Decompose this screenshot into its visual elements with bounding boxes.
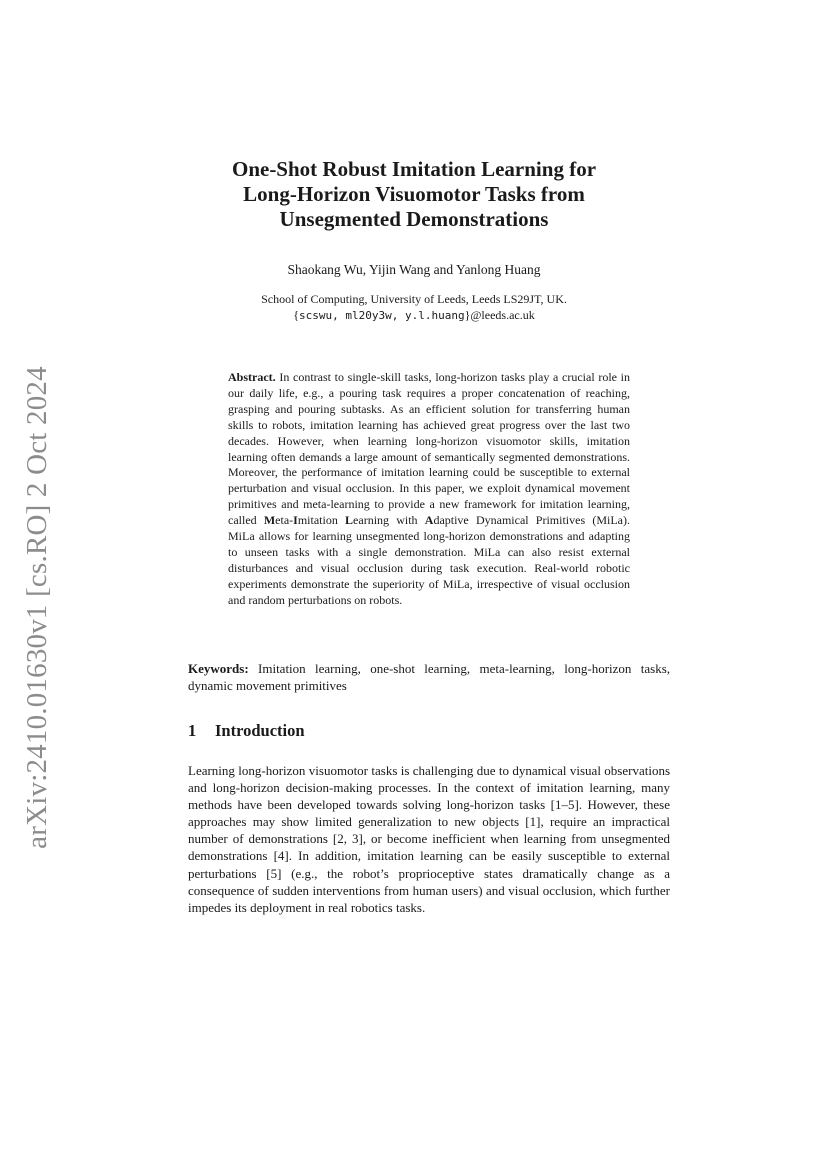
paper-title <box>150 157 678 232</box>
abstract-label: Abstract. <box>228 370 276 384</box>
title-line-3: Unsegmented Demonstrations <box>279 207 549 231</box>
arxiv-identifier-stamp <box>12 365 62 849</box>
abstract <box>228 370 630 609</box>
section-title: Introduction <box>215 721 305 740</box>
acronym-rest-earning: earning with <box>353 513 425 528</box>
acronym-rest-mitation: mitation <box>297 513 346 528</box>
author-list: Shaokang Wu, Yijin Wang and Yanlong Huang <box>287 262 541 277</box>
acronym-letter-l: L <box>345 513 354 528</box>
email-usernames: scswu, ml20y3w, y.l.huang <box>299 309 465 322</box>
keywords-text: Imitation learning, one-shot learning, meta-learning, long-horizon tasks, dynamic movement primitives <box>188 661 670 693</box>
title-line-1: One-Shot Robust Imitation Learning for <box>231 157 597 181</box>
email-line <box>150 307 678 324</box>
affiliation <box>150 291 678 324</box>
acronym-rest-daptive: daptive Dynamical Primitives (MiLa). <box>433 513 630 528</box>
arxiv-identifier-text: arXiv:2410.01630v1 [cs.RO] 2 Oct 2024 <box>20 365 53 849</box>
abstract-text-part1: In contrast to single-skill tasks, long-horizon tasks play a crucial role in our daily life, e.g., a pouring task requires a proper concatenation of reaching, grasping and pouring subtasks. As an efficient solution for transferring human skills to robots, imitation learning has achieved great progress over the last two decades. However, when learning long-horizon visuomotor skills, imitation learning often demands a large amount of semantically segmented demonstrations. Moreover, the performance of imitation learning could be susceptible to external perturbation and visual occlusion. In this paper, we exploit dynamical movement primitives and meta-learning to provide a new framework for imitation learning, called <box>228 370 630 528</box>
acronym-letter-a: A <box>424 513 434 528</box>
keywords <box>188 660 670 694</box>
title-line-2: Long-Horizon Visuomotor Tasks from <box>243 182 585 206</box>
section-number: 1 <box>188 721 197 740</box>
acronym-letter-i: I <box>293 513 298 528</box>
email-brace-open: { <box>293 308 300 322</box>
institution: School of Computing, University of Leeds, Leeds LS29JT, UK. <box>261 292 567 306</box>
section-heading-introduction <box>188 721 670 741</box>
acronym-letter-m: M <box>263 513 276 528</box>
abstract-text-part2: MiLa allows for learning unsegmented long-horizon demonstrations and adapting to unseen tasks with a single demonstration. MiLa can also resist external disturbances and visual occlusion during task execution. Real-world robotic experiments demonstrate the superiority of MiLa, irrespective of visual occlusion and random perturbations on robots. <box>228 529 630 607</box>
introduction-paragraph: Learning long-horizon visuomotor tasks is challenging due to dynamical visual observations and long-horizon decision-making processes. In the context of imitation learning, many methods have been developed towards solving long-horizon tasks [1–5]. However, these approaches may show limited generalization to new objects [1], require an impractical number of demonstrations [2, 3], or become inefficient when learning from unsegmented demonstrations [4]. In addition, imitation learning can be easily susceptible to external perturbations [5] (e.g., the robot’s proprioceptive states dramatically change as a consequence of sudden interventions from human users) and visual occlusion, which further impedes its deployment in real robotics tasks. <box>188 763 670 915</box>
acronym-rest-eta: eta- <box>275 513 294 528</box>
email-domain: }@leeds.ac.uk <box>464 308 535 322</box>
keywords-label: Keywords: <box>188 661 249 676</box>
